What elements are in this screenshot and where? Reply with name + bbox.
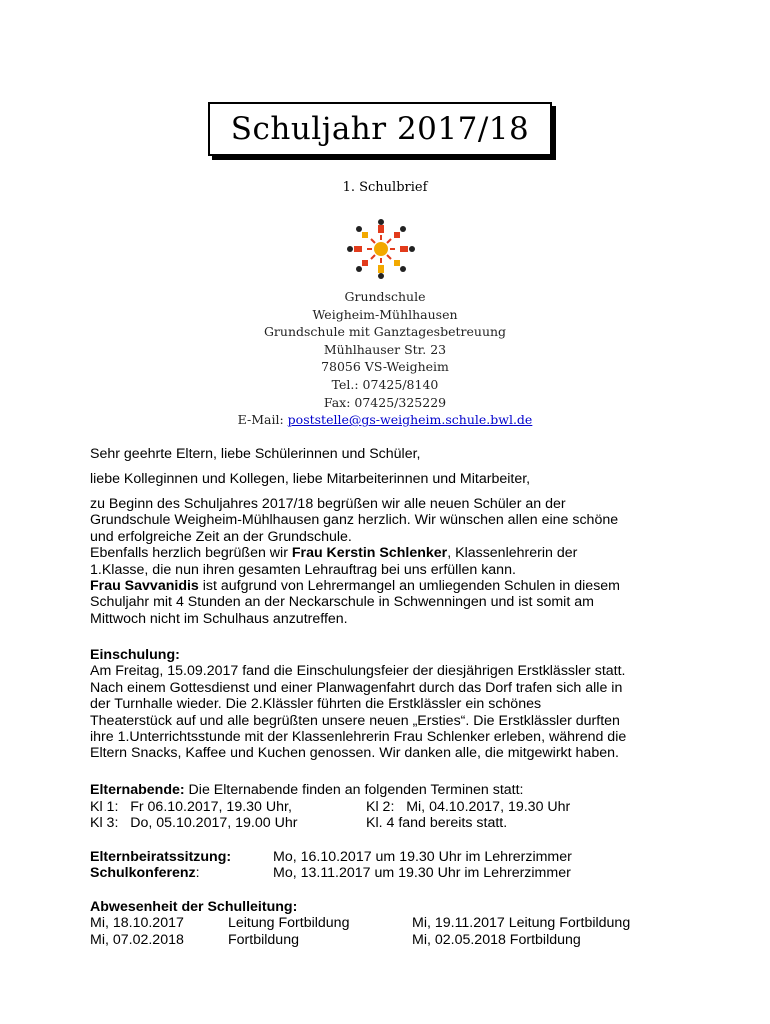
text-line xyxy=(90,578,690,594)
school-logo-icon xyxy=(343,216,419,282)
label-colon: : xyxy=(195,865,200,881)
class-1-date: Kl 1: Fr 06.10.2017, 19.30 Uhr, xyxy=(90,799,292,815)
einschulung-section xyxy=(90,647,690,762)
text-line: und erfolgreiche Zeit an der Grundschule. xyxy=(90,528,352,545)
email-link[interactable]: poststelle@gs-weigheim.schule.bwl.de xyxy=(287,412,533,428)
elternabende-intro xyxy=(90,782,690,798)
title-box xyxy=(208,102,552,156)
text-line: Grundschule Weigheim-Mühlhausen ganz herzlich. Wir wünschen allen eine schöne xyxy=(90,512,619,529)
absence-reason: Leitung Fortbildung xyxy=(228,915,350,931)
letter-subtitle: 1. Schulbrief xyxy=(342,180,428,195)
text-line: Schuljahr mit 4 Stunden an der Neckarschule in Schwenningen und ist somit am xyxy=(90,594,594,611)
greeting-line: Sehr geehrte Eltern, liebe Schülerinnen und Schüler, xyxy=(90,446,421,462)
text-line: Nach einem Gottesdienst und einer Planwagenfahrt durch das Dorf trafen sich alle in xyxy=(90,679,623,696)
address-line: 78056 VS-Weigheim xyxy=(321,359,449,375)
text-line: Theaterstück auf und alle begrüßten unsere neuen „Ersties“. Die Erstklässler durften xyxy=(90,712,620,729)
label-text: Elternbeiratssitzung: xyxy=(90,849,232,865)
address-line: Grundschule mit Ganztagesbetreuung xyxy=(263,324,507,340)
text-line: Mittwoch nicht im Schulhaus anzutreffen. xyxy=(90,610,348,627)
address-line: Grundschule xyxy=(344,289,426,304)
text-line: zu Beginn des Schuljahres 2017/18 begrüßen wir alle neuen Schüler an der xyxy=(90,496,566,512)
text-span: ist aufgrund von Lehrermangel an umliegenden Schulen in diesem xyxy=(198,578,620,595)
elternbeirat-label xyxy=(90,849,231,865)
label-text: Schulkonferenz xyxy=(90,865,196,881)
text-line: der Turnhalle wieder. Die 2.Klässler führten die Erstklässler ein schönes xyxy=(90,696,542,713)
text-span: Die Elternabende finden an folgenden Terminen statt: xyxy=(184,782,524,798)
teacher-name: Frau Kerstin Schlenker xyxy=(291,545,448,562)
absence-entry: Mi, 19.11.2017 Leitung Fortbildung xyxy=(412,915,631,931)
address-line: Tel.: 07425/8140 xyxy=(331,376,439,392)
class-2-date: Kl 2: Mi, 04.10.2017, 19.30 Uhr xyxy=(366,799,571,815)
text-span: , Klassenlehrerin der xyxy=(447,545,578,562)
teacher-name: Frau Savvanidis xyxy=(90,578,199,595)
text-line: 1.Klasse, die nun ihren gesamten Lehrauftrag bei uns erfüllen kann. xyxy=(90,561,516,578)
email-line xyxy=(0,411,770,429)
text-span: Ebenfalls herzlich begrüßen wir xyxy=(90,545,292,562)
absence-entry: Mi, 02.05.2018 Fortbildung xyxy=(412,932,581,948)
address-line: Weigheim-Mühlhausen xyxy=(312,306,458,322)
text-line: Am Freitag, 15.09.2017 fand die Einschulungsfeier der diesjährigen Erstklässler statt. xyxy=(90,663,626,680)
schulkonferenz-value: Mo, 13.11.2017 um 19.30 Uhr im Lehrerzimmer xyxy=(273,865,571,881)
address-line: Mühlhauser Str. 23 xyxy=(323,341,447,357)
page-title: Schuljahr 2017/18 xyxy=(230,111,530,147)
text-line: ihre 1.Unterrichtsstunde mit der Klassenlehrerin Frau Schlenker erleben, während die xyxy=(90,729,627,746)
class-4-note: Kl. 4 fand bereits statt. xyxy=(366,815,508,831)
address-line: Fax: 07425/325229 xyxy=(323,394,447,410)
greeting-line: liebe Kolleginnen und Kollegen, liebe Mitarbeiterinnen und Mitarbeiter, xyxy=(90,471,531,487)
intro-paragraph xyxy=(90,496,690,627)
section-heading: Abwesenheit der Schulleitung: xyxy=(90,899,298,915)
abwesenheit-heading xyxy=(90,899,297,915)
schulkonferenz-label xyxy=(90,865,200,881)
section-heading: Elternabende: xyxy=(90,782,185,798)
section-heading: Einschulung: xyxy=(90,647,180,663)
email-label: E-Mail: xyxy=(237,412,288,428)
absence-date: Mi, 07.02.2018 xyxy=(90,932,184,948)
school-address xyxy=(0,288,770,429)
elternbeirat-value: Mo, 16.10.2017 um 19.30 Uhr im Lehrerzimmer xyxy=(273,849,572,865)
text-line: Eltern Snacks, Kaffee und Kuchen genossen. Wir danken alle, die mitgewirkt haben. xyxy=(90,745,619,762)
absence-date: Mi, 18.10.2017 xyxy=(90,915,184,931)
class-3-date: Kl 3: Do, 05.10.2017, 19.00 Uhr xyxy=(90,815,298,831)
text-line xyxy=(90,545,690,561)
absence-reason: Fortbildung xyxy=(228,932,299,948)
